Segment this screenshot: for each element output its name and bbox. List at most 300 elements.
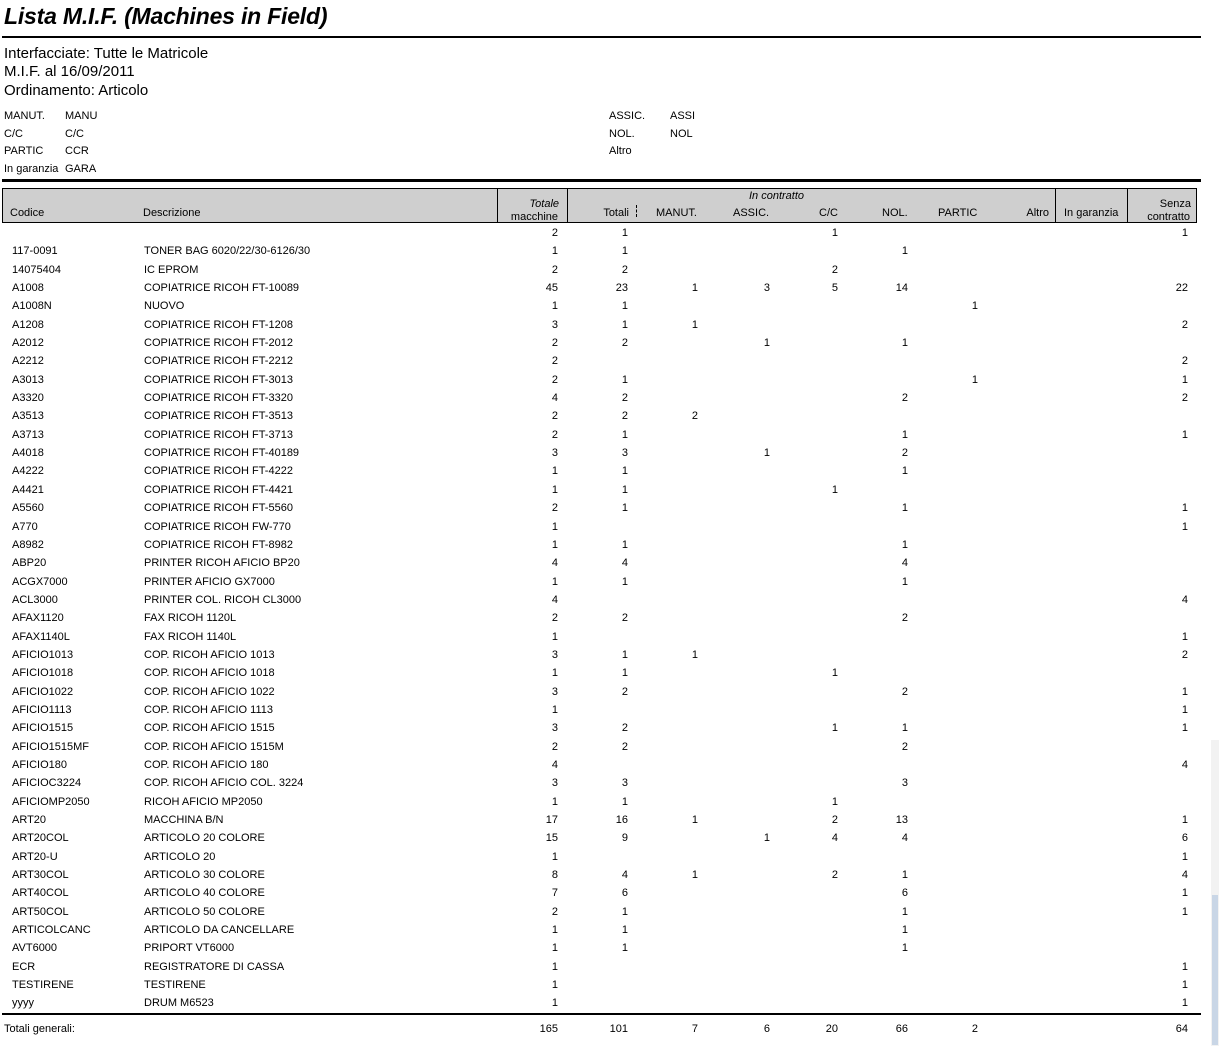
cell-cc: 2	[831, 814, 838, 826]
cell-totali: 1	[621, 428, 628, 441]
cell-senza-contratto: 1	[1181, 905, 1188, 918]
cell-totale-macchine: 3	[551, 777, 558, 790]
cell-totale-macchine: 1	[551, 795, 558, 808]
cell-totale-macchine: 2	[551, 373, 558, 386]
cell-codice: 117-0091	[12, 245, 58, 258]
cell-codice: ARTICOLCANC	[12, 924, 91, 937]
cell-descrizione: COPIATRICE RICOH FT-3513	[144, 410, 293, 423]
cell-codice: A4018	[12, 447, 44, 460]
cell-nol: 1	[901, 337, 908, 350]
cell-descrizione: COPIATRICE RICOH FT-2012	[144, 337, 293, 350]
table-row	[0, 444, 1219, 462]
header-assic: ASSIC.	[733, 207, 770, 219]
cell-totale-macchine: 3	[551, 447, 558, 460]
cell-totale-macchine: 17	[545, 814, 558, 826]
cell-codice: ACGX7000	[12, 575, 68, 588]
title-divider	[2, 36, 1201, 38]
cell-totali: 1	[621, 924, 628, 937]
header-altro: Altro	[1026, 207, 1049, 219]
cell-nol: 2	[901, 447, 908, 460]
cell-totale-macchine: 1	[551, 997, 558, 1010]
table-row	[0, 738, 1219, 756]
cell-totale-macchine: 1	[551, 979, 558, 992]
totals-manut: 7	[691, 1023, 698, 1035]
cell-nol: 1	[901, 502, 908, 515]
header-totale-macchine-1: Totale	[529, 198, 559, 210]
meta-filter: Interfacciate: Tutte le Matricole	[4, 45, 209, 62]
cell-assic: 1	[763, 447, 770, 460]
table-row	[0, 683, 1219, 701]
cell-descrizione: ARTICOLO 20 COLORE	[144, 832, 265, 845]
cell-descrizione: ARTICOLO 50 COLORE	[144, 905, 265, 918]
table-row	[0, 884, 1219, 902]
cell-codice: AVT6000	[12, 942, 58, 955]
table-row	[0, 352, 1219, 370]
meta-sort: Ordinamento: Articolo	[4, 82, 149, 99]
cell-codice: ART20-U	[12, 850, 58, 863]
cell-descrizione: COPIATRICE RICOH FT-3013	[144, 373, 293, 386]
header-cc: C/C	[819, 207, 838, 219]
cell-nol: 2	[901, 740, 908, 753]
cell-totale-macchine: 1	[551, 483, 558, 496]
cell-descrizione: ARTICOLO DA CANCELLARE	[144, 924, 295, 937]
report-title: Lista M.I.F. (Machines in Field)	[4, 3, 328, 29]
cell-nol: 4	[901, 832, 908, 845]
table-row	[0, 994, 1219, 1012]
table-row	[0, 774, 1219, 792]
cell-senza-contratto: 1	[1181, 722, 1188, 735]
cell-totali: 1	[621, 465, 628, 478]
table-row	[0, 701, 1219, 719]
header-nol: NOL.	[882, 207, 908, 219]
cell-totali: 3	[621, 447, 628, 460]
cell-codice: 14075404	[12, 263, 61, 276]
cell-totale-macchine: 3	[551, 685, 558, 698]
cell-totale-macchine: 1	[551, 667, 558, 680]
cell-totale-macchine: 1	[551, 960, 558, 973]
cell-codice: AFICIO1515	[12, 722, 74, 735]
cell-senza-contratto: 1	[1181, 428, 1188, 441]
table-row	[0, 462, 1219, 480]
cell-totali: 6	[621, 887, 628, 900]
cell-descrizione: COPIATRICE RICOH FT-10089	[144, 282, 300, 295]
cell-codice: ART40COL	[12, 887, 69, 900]
cell-codice: A1208	[12, 318, 44, 331]
cell-totale-macchine: 4	[551, 593, 558, 606]
cell-nol: 3	[901, 777, 908, 790]
totals-totale-macchine: 165	[539, 1023, 558, 1035]
cell-nol: 1	[901, 538, 908, 551]
table-row	[0, 866, 1219, 884]
cell-totali: 1	[621, 245, 628, 258]
table-row	[0, 958, 1219, 976]
cell-totali: 2	[621, 392, 628, 405]
cell-totali: 2	[621, 612, 628, 625]
table-row	[0, 829, 1219, 847]
cell-descrizione: ARTICOLO 40 COLORE	[144, 887, 265, 900]
table-row	[0, 316, 1219, 334]
cell-descrizione: COPIATRICE RICOH FT-8982	[144, 538, 293, 551]
cell-totali: 2	[621, 337, 628, 350]
cell-codice: A3713	[12, 428, 44, 441]
legend-row: ASSIC. ASSI	[609, 110, 696, 122]
cell-codice: ART30COL	[12, 869, 69, 882]
cell-codice: AFAX1140L	[12, 630, 70, 643]
cell-senza-contratto: 4	[1181, 869, 1188, 882]
cell-totale-macchine: 2	[551, 355, 558, 368]
cell-senza-contratto: 1	[1181, 685, 1188, 698]
header-partic: PARTIC	[938, 207, 978, 219]
cell-totali: 1	[621, 300, 628, 313]
cell-nol: 2	[901, 392, 908, 405]
legend-left	[4, 108, 97, 178]
header-separator	[567, 188, 568, 223]
cell-nol: 1	[901, 245, 908, 258]
cell-totali: 1	[621, 905, 628, 918]
cell-senza-contratto: 1	[1181, 703, 1188, 716]
cell-cc: 1	[831, 667, 838, 680]
table-body	[0, 224, 1219, 1013]
header-senza-2: contratto	[1147, 211, 1190, 223]
cell-senza-contratto: 1	[1181, 814, 1188, 826]
cell-senza-contratto: 4	[1181, 593, 1188, 606]
cell-codice: A5560	[12, 502, 44, 515]
table-row	[0, 334, 1219, 352]
cell-manut: 1	[691, 282, 698, 295]
cell-totale-macchine: 1	[551, 538, 558, 551]
cell-descrizione: COPIATRICE RICOH FT-2212	[144, 355, 293, 368]
header-in-contratto: In contratto	[749, 190, 805, 202]
cell-descrizione: COPIATRICE RICOH FT-40189	[144, 447, 300, 460]
cell-descrizione: COP. RICOH AFICIO 1113	[144, 703, 273, 716]
cell-descrizione: COPIATRICE RICOH FT-4222	[144, 465, 293, 478]
legend-row: C/C C/C	[4, 127, 84, 140]
table-row	[0, 591, 1219, 609]
totals-assic: 6	[763, 1023, 770, 1035]
table-row	[0, 811, 1219, 829]
cell-nol: 6	[901, 887, 908, 900]
cell-codice: AFICIO1018	[12, 667, 74, 680]
totals-divider	[2, 1013, 1201, 1015]
table-row	[0, 407, 1219, 425]
cell-totale-macchine: 1	[551, 520, 558, 533]
cell-totali: 1	[621, 483, 628, 496]
cell-codice: ABP20	[12, 557, 47, 570]
cell-nol: 1	[901, 722, 908, 735]
cell-senza-contratto: 2	[1181, 648, 1188, 661]
table-row	[0, 921, 1219, 939]
cell-nol: 4	[901, 557, 908, 570]
cell-senza-contratto: 1	[1181, 997, 1188, 1010]
cell-totale-macchine: 1	[551, 703, 558, 716]
cell-nol: 2	[901, 612, 908, 625]
cell-nol: 2	[901, 685, 908, 698]
cell-descrizione: ARTICOLO 30 COLORE	[144, 869, 265, 882]
table-row	[0, 628, 1219, 646]
totals-label: Totali generali:	[4, 1023, 75, 1035]
cell-totali: 1	[621, 575, 628, 588]
table-row	[0, 719, 1219, 737]
cell-manut: 1	[691, 869, 698, 882]
totals-cc: 20	[825, 1023, 838, 1035]
cell-totale-macchine: 8	[551, 869, 558, 882]
cell-totale-macchine: 2	[551, 227, 558, 239]
cell-cc: 2	[831, 263, 838, 276]
cell-descrizione: COPIATRICE RICOH FT-1208	[144, 318, 293, 331]
legend-divider	[2, 179, 1201, 182]
legend-row: Altro	[609, 145, 632, 157]
cell-codice: AFICIOMP2050	[12, 795, 90, 808]
cell-totale-macchine: 2	[551, 428, 558, 441]
cell-assic: 3	[763, 282, 770, 295]
cell-assic: 1	[763, 832, 770, 845]
totals-totali: 101	[609, 1023, 628, 1035]
cell-codice: A2012	[12, 337, 44, 350]
cell-cc: 1	[831, 483, 838, 496]
cell-codice: TESTIRENE	[12, 979, 74, 992]
cell-totale-macchine: 4	[551, 758, 558, 771]
cell-totale-macchine: 3	[551, 318, 558, 331]
cell-totali: 2	[621, 722, 628, 735]
cell-codice: AFICIO180	[12, 758, 68, 771]
cell-senza-contratto: 4	[1181, 758, 1188, 771]
cell-totale-macchine: 4	[551, 392, 558, 405]
table-row	[0, 664, 1219, 682]
cell-codice: AFICIOC3224	[12, 777, 82, 790]
cell-totale-macchine: 2	[551, 263, 558, 276]
legend-row: In garanzia GARA	[4, 162, 97, 175]
cell-descrizione: IC EPROM	[144, 263, 199, 276]
cell-cc: 2	[831, 869, 838, 882]
cell-cc: 5	[831, 282, 838, 295]
cell-totali: 16	[615, 814, 628, 826]
totals-row	[0, 1020, 1219, 1038]
cell-codice: A3320	[12, 392, 44, 405]
cell-totali: 1	[621, 318, 628, 331]
cell-senza-contratto: 1	[1181, 960, 1188, 973]
cell-totale-macchine: 1	[551, 465, 558, 478]
cell-codice: A8982	[12, 538, 44, 551]
cell-descrizione: REGISTRATORE DI CASSA	[144, 960, 285, 973]
table-row	[0, 371, 1219, 389]
table-row	[0, 756, 1219, 774]
cell-totale-macchine: 7	[551, 887, 558, 900]
table-row	[0, 261, 1219, 279]
table-row	[0, 481, 1219, 499]
cell-nol: 1	[901, 575, 908, 588]
cell-descrizione: PRINTER COL. RICOH CL3000	[144, 593, 302, 606]
cell-codice: A3513	[12, 410, 44, 423]
cell-senza-contratto: 1	[1181, 850, 1188, 863]
cell-codice: A770	[12, 520, 38, 533]
table-row	[0, 793, 1219, 811]
table-row	[0, 903, 1219, 921]
cell-totale-macchine: 1	[551, 924, 558, 937]
header-totali: Totali	[603, 207, 629, 219]
cell-descrizione: FAX RICOH 1140L	[144, 630, 237, 643]
header-descrizione: Descrizione	[143, 207, 201, 219]
cell-totale-macchine: 15	[545, 832, 558, 845]
cell-codice: AFICIO1515MF	[12, 740, 90, 753]
cell-codice: ACL3000	[12, 593, 58, 606]
cell-cc: 1	[831, 795, 838, 808]
table-row	[0, 976, 1219, 994]
cell-manut: 1	[691, 318, 698, 331]
cell-codice: A4421	[12, 483, 44, 496]
cell-descrizione: COPIATRICE RICOH FT-4421	[144, 483, 293, 496]
cell-senza-contratto: 1	[1181, 502, 1188, 515]
cell-nol: 1	[901, 465, 908, 478]
table-row	[0, 224, 1219, 242]
cell-codice: AFAX1120	[12, 612, 64, 625]
cell-totale-macchine: 1	[551, 575, 558, 588]
cell-descrizione: PRIPORT VT6000	[144, 942, 235, 955]
cell-totale-macchine: 1	[551, 850, 558, 863]
cell-descrizione: COP. RICOH AFICIO 1013	[144, 648, 275, 661]
cell-descrizione: COP. RICOH AFICIO COL. 3224	[144, 777, 304, 790]
totali-dash	[636, 205, 637, 217]
cell-senza-contratto: 2	[1181, 355, 1188, 368]
cell-totale-macchine: 2	[551, 612, 558, 625]
cell-totali: 1	[621, 667, 628, 680]
cell-descrizione: TESTIRENE	[144, 979, 206, 992]
totals-nol: 66	[895, 1023, 908, 1035]
cell-totali: 1	[621, 538, 628, 551]
cell-codice: A1008N	[12, 300, 52, 313]
table-row	[0, 518, 1219, 536]
cell-descrizione: FAX RICOH 1120L	[144, 612, 237, 625]
cell-descrizione: COP. RICOH AFICIO 1515M	[144, 740, 284, 753]
cell-manut: 2	[691, 410, 698, 423]
header-separator	[497, 188, 498, 223]
cell-totale-macchine: 1	[551, 942, 558, 955]
table-row	[0, 573, 1219, 591]
cell-nol: 13	[895, 814, 908, 826]
cell-descrizione: DRUM M6523	[144, 997, 214, 1010]
header-separator	[1127, 188, 1128, 223]
header-codice: Codice	[10, 207, 45, 219]
cell-descrizione: TONER BAG 6020/22/30-6126/30	[144, 245, 311, 258]
cell-nol: 1	[901, 428, 908, 441]
cell-nol: 14	[895, 282, 908, 295]
cell-codice: A2212	[12, 355, 44, 368]
table-row	[0, 297, 1219, 315]
cell-descrizione: PRINTER RICOH AFICIO BP20	[144, 557, 300, 570]
cell-descrizione: COP. RICOH AFICIO 180	[144, 758, 269, 771]
cell-manut: 1	[691, 814, 698, 826]
cell-totale-macchine: 3	[551, 648, 558, 661]
cell-descrizione: ARTICOLO 20	[144, 850, 216, 863]
cell-partic: 1	[971, 373, 978, 386]
cell-descrizione: NUOVO	[144, 300, 185, 313]
legend-right	[609, 108, 695, 161]
scrollbar-thumb[interactable]	[1212, 895, 1218, 1045]
table-row	[0, 242, 1219, 260]
table-row	[0, 499, 1219, 517]
table-row	[0, 646, 1219, 664]
cell-totali: 4	[621, 557, 628, 570]
cell-descrizione: COPIATRICE RICOH FT-3713	[144, 428, 293, 441]
cell-assic: 1	[763, 337, 770, 350]
cell-totale-macchine: 2	[551, 410, 558, 423]
cell-cc: 1	[831, 722, 838, 735]
cell-totali: 3	[621, 777, 628, 790]
cell-senza-contratto: 6	[1181, 832, 1188, 845]
cell-cc: 1	[831, 227, 838, 239]
cell-codice: A3013	[12, 373, 44, 386]
cell-totali: 1	[621, 227, 628, 239]
cell-manut: 1	[691, 648, 698, 661]
cell-totale-macchine: 45	[545, 282, 558, 295]
cell-descrizione: COP. RICOH AFICIO 1022	[144, 685, 275, 698]
cell-senza-contratto: 2	[1181, 318, 1188, 331]
cell-totale-macchine: 1	[551, 630, 558, 643]
cell-senza-contratto: 2	[1181, 392, 1188, 405]
cell-senza-contratto: 1	[1181, 227, 1188, 239]
cell-totale-macchine: 3	[551, 722, 558, 735]
table-row	[0, 609, 1219, 627]
cell-codice: AFICIO1013	[12, 648, 74, 661]
cell-descrizione: COP. RICOH AFICIO 1515	[144, 722, 275, 735]
legend-row: MANUT. MANU	[4, 110, 98, 122]
cell-totali: 1	[621, 502, 628, 515]
cell-codice: AFICIO1022	[12, 685, 74, 698]
cell-codice: A4222	[12, 465, 44, 478]
header-in-garanzia: In garanzia	[1064, 207, 1119, 219]
totals-partic: 2	[971, 1023, 978, 1035]
cell-totali: 23	[615, 282, 628, 295]
cell-totale-macchine: 1	[551, 300, 558, 313]
cell-codice: ECR	[12, 960, 36, 973]
cell-senza-contratto: 1	[1181, 630, 1188, 643]
cell-totali: 1	[621, 795, 628, 808]
cell-descrizione: PRINTER AFICIO GX7000	[144, 575, 275, 588]
cell-codice: A1008	[12, 282, 44, 295]
table-row	[0, 848, 1219, 866]
cell-totali: 4	[621, 869, 628, 882]
totals-senza-contratto: 64	[1175, 1023, 1188, 1035]
cell-codice: yyyy	[12, 997, 34, 1010]
cell-totali: 2	[621, 263, 628, 276]
cell-totali: 1	[621, 942, 628, 955]
cell-nol: 1	[901, 869, 908, 882]
cell-nol: 1	[901, 942, 908, 955]
cell-senza-contratto: 1	[1181, 887, 1188, 900]
meta-date: M.I.F. al 16/09/2011	[4, 63, 135, 80]
table-row	[0, 554, 1219, 572]
cell-totale-macchine: 2	[551, 337, 558, 350]
cell-totale-macchine: 2	[551, 905, 558, 918]
cell-totali: 1	[621, 648, 628, 661]
cell-descrizione: COPIATRICE RICOH FT-5560	[144, 502, 293, 515]
cell-descrizione: MACCHINA B/N	[144, 814, 224, 826]
cell-codice: AFICIO1113	[12, 703, 72, 716]
cell-totali: 2	[621, 740, 628, 753]
legend-row: NOL. NOL	[609, 127, 693, 140]
table-row	[0, 389, 1219, 407]
cell-totale-macchine: 4	[551, 557, 558, 570]
table-row	[0, 939, 1219, 957]
cell-nol: 1	[901, 905, 908, 918]
cell-senza-contratto: 22	[1175, 282, 1188, 295]
cell-descrizione: COPIATRICE RICOH FW-770	[144, 520, 291, 533]
table-row	[0, 536, 1219, 554]
cell-totali: 2	[621, 410, 628, 423]
cell-codice: ART20	[12, 814, 47, 826]
header-manut: MANUT.	[656, 207, 697, 219]
table-row	[0, 426, 1219, 444]
cell-cc: 4	[831, 832, 838, 845]
